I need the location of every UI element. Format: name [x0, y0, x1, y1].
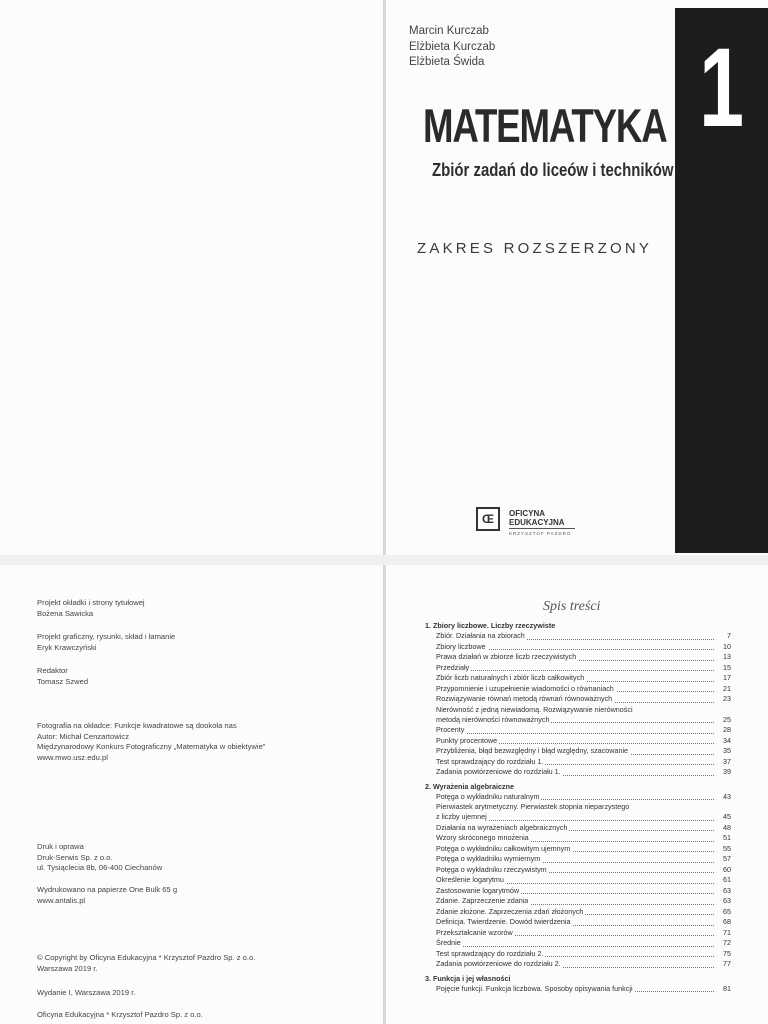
toc-entry — [425, 875, 731, 886]
imprint-line: Fotografia na okładce: Funkcje kwadratowe są dookoła nas — [37, 721, 237, 730]
toc-entry — [425, 984, 731, 995]
imprint-line: Wydrukowano na papierze One Bulk 65 g — [37, 885, 178, 894]
toc-entry-page: 10 — [716, 642, 731, 653]
imprint-edition — [37, 988, 135, 999]
toc-heading: Spis treści — [543, 599, 601, 614]
imprint-editor — [37, 666, 88, 687]
toc-entry-title: Średnie — [436, 938, 461, 947]
toc-entry-page: 63 — [716, 886, 731, 897]
toc-entry — [425, 757, 731, 768]
toc-section-title: 3. Funkcja i jej własności — [425, 973, 511, 983]
toc-section-title: 2. Wyrażenia algebraiczne — [425, 781, 514, 791]
toc-entry-title: z liczby ujemnej — [436, 812, 487, 821]
toc-entry-page: 13 — [716, 652, 731, 663]
toc-entry-title: Przedziały — [436, 662, 470, 672]
toc-entry — [425, 663, 731, 674]
toc-entry — [425, 907, 731, 918]
imprint-cover-design — [37, 598, 145, 619]
toc-entry-title: Zastosowanie logarytmów — [436, 885, 520, 895]
toc-entry — [425, 673, 731, 684]
toc-entry — [425, 812, 731, 823]
toc-entry-page: 34 — [716, 736, 731, 747]
toc-entry — [425, 823, 731, 834]
toc-entry-page: 65 — [716, 907, 731, 918]
toc-entry — [425, 802, 731, 812]
imprint-line: Bożena Sawicka — [37, 608, 94, 618]
toc-entry-page: 7 — [716, 631, 731, 642]
toc-entry-page: 23 — [716, 694, 731, 705]
imprint-line: Druk-Serwis Sp. z o.o. — [37, 852, 113, 862]
toc-entry-page: 43 — [716, 792, 731, 803]
toc-entry-page: 28 — [716, 725, 731, 736]
toc-entry-title: Test sprawdzający do rozdziału 1. — [436, 756, 544, 766]
toc-entry — [425, 642, 731, 653]
toc-entry-title: Potęga o wykładniku całkowitym ujemnym — [436, 843, 571, 853]
book-fold — [383, 0, 386, 555]
toc-entry — [425, 928, 731, 939]
toc-entry-title: Definicja. Twierdzenie. Dowód twierdzenia — [436, 917, 571, 926]
toc-entry-title: Punkty procentowe — [436, 735, 498, 745]
toc-entry — [425, 767, 731, 778]
toc-entry-page: 61 — [716, 875, 731, 886]
toc-entry-title: Zadania powtórzeniowe do rozdziału 2. — [436, 959, 561, 968]
imprint-copyright — [37, 953, 255, 974]
imprint-line: Wydanie I, Warszawa 2019 r. — [37, 988, 136, 997]
toc-entry-title: Zbiory liczbowe — [436, 641, 486, 651]
toc-entry — [425, 725, 731, 736]
toc-leader-dots — [436, 946, 714, 947]
toc-section-title: 1. Zbiory liczbowe. Liczby rzeczywiste — [425, 621, 556, 630]
toc-entry — [425, 854, 731, 865]
toc-entry-page: 21 — [716, 684, 731, 695]
toc-entry-title: Prawa działań w zbiorze liczb rzeczywistych — [436, 652, 577, 661]
toc-leader-dots — [436, 733, 714, 734]
toc-entry-page: 39 — [716, 767, 731, 778]
toc-entry-page: 25 — [716, 715, 731, 726]
imprint-line: Oficyna Edukacyjna * Krzysztof Pazdro Sp. z o.o. — [37, 1010, 203, 1019]
publisher-name-line1: OFICYNA — [509, 509, 545, 518]
toc-entry-page: 57 — [716, 854, 731, 865]
toc-entry-title: Potęga o wykładniku naturalnym — [436, 791, 540, 801]
toc-entry — [425, 631, 731, 642]
logo-divider — [509, 528, 575, 529]
imprint-photo — [37, 721, 265, 763]
toc-entry-title: Zbiór liczb naturalnych i zbiór liczb całkowitych — [436, 673, 585, 682]
toc-entry-page: 68 — [716, 917, 731, 928]
imprint-line: Tomasz Szwed — [37, 676, 89, 686]
toc-entry-title: Zbiór. Działania na zbiorach — [436, 631, 525, 640]
toc-entry — [425, 705, 731, 715]
toc-entry-title: Przekształcanie wzorów — [436, 927, 513, 937]
toc-entry — [425, 938, 731, 949]
toc-entry-title: Test sprawdzający do rozdziału 2. — [436, 948, 544, 958]
imprint-paper — [37, 885, 177, 906]
toc-entry-page: 72 — [716, 938, 731, 949]
toc-entry-page: 55 — [716, 844, 731, 855]
book-range: ZAKRES ROZSZERZONY — [417, 240, 653, 257]
toc-entry-title: Procenty — [436, 725, 465, 734]
toc-entry-title: Wzory skróconego mnożenia — [436, 833, 529, 842]
toc-entry — [425, 746, 731, 757]
imprint-line: Międzynarodowy Konkurs Fotograficzny „Matematyka w obiektywie” — [37, 742, 266, 752]
imprint-line: Eryk Krawczyński — [37, 642, 97, 652]
toc-entry-title: Zadania powtórzeniowe do rozdziału 1. — [436, 767, 561, 776]
toc-entry-page: 77 — [716, 959, 731, 970]
toc-entry-title: Potęga o wykładniku wymiernym — [436, 854, 541, 863]
toc-entry — [425, 694, 731, 705]
publisher-logo-mark: Œ — [476, 507, 500, 531]
toc-entry-title: Potęga o wykładniku rzeczywistym — [436, 864, 547, 874]
toc-entry — [425, 715, 731, 726]
toc-entry — [425, 833, 731, 844]
toc-entry-title: Przybliżenia, błąd bezwzględny i błąd względny, szacowanie — [436, 746, 629, 755]
toc-entry-page: 45 — [716, 812, 731, 823]
toc-entry-page: 37 — [716, 757, 731, 768]
toc-entry-title: Zdanie złożone. Zaprzeczenia zdań złożonych — [436, 906, 584, 916]
imprint-company — [37, 1010, 203, 1021]
book-fold — [383, 565, 386, 1024]
toc-entry-page: 35 — [716, 746, 731, 757]
toc-entry — [425, 865, 731, 876]
imprint-line: Druk i oprawa — [37, 842, 84, 851]
toc-entry-title: Działania na wyrażeniach algebraicznych — [436, 822, 568, 832]
toc-entry-title: Pierwiastek arytmetyczny. Pierwiastek stopnia nieparzystego — [436, 802, 630, 811]
toc-leader-dots — [436, 670, 714, 671]
toc-entry-page: 51 — [716, 833, 731, 844]
imprint-line: © Copyright by Oficyna Edukacyjna * Krzysztof Pazdro Sp. z o.o. — [37, 953, 256, 962]
imprint-line: Projekt graficzny, rysunki, skład i łamanie — [37, 632, 176, 641]
imprint-line: www.antalis.pl — [37, 895, 86, 905]
toc-entry-page: 75 — [716, 949, 731, 960]
imprint-graphics — [37, 632, 175, 653]
toc-entry-page: 60 — [716, 865, 731, 876]
author-name: Elżbieta Świda — [409, 56, 485, 68]
volume-number: 1 — [699, 25, 744, 150]
toc-entry — [425, 959, 731, 970]
imprint-line: ul. Tysiąclecia 8b, 06-400 Ciechanów — [37, 863, 163, 873]
toc-entry — [425, 886, 731, 897]
toc-entry-page: 17 — [716, 673, 731, 684]
author-name: Elżbieta Kurczab — [409, 40, 496, 53]
publisher-name-line3: KRZYSZTOF PAZDRO — [509, 531, 572, 536]
toc-entry-title: Zdanie. Zaprzeczenie zdania — [436, 896, 529, 905]
toc-entry — [425, 844, 731, 855]
toc-entry — [425, 949, 731, 960]
toc-entry-page: 71 — [716, 928, 731, 939]
toc-entry-title: Rozwiązywanie równań metodą równań równoważnych — [436, 694, 613, 703]
book-subtitle: Zbiór zadań do liceów i techników — [432, 160, 674, 180]
author-list — [409, 24, 495, 71]
toc-entry-title: Określenie logarytmu — [436, 875, 504, 884]
toc-entry — [425, 684, 731, 695]
toc-entry — [425, 792, 731, 803]
spread-gap — [0, 555, 768, 565]
author-name: Marcin Kurczab — [409, 25, 489, 37]
imprint-line: Projekt okładki i strony tytułowej — [37, 598, 145, 607]
toc-entry-title: Pojęcie funkcji. Funkcja liczbowa. Sposoby opisywania funkcji — [436, 983, 633, 993]
toc-entry-page: 81 — [716, 984, 731, 995]
table-of-contents — [425, 621, 731, 994]
imprint-line: Redaktor — [37, 666, 68, 675]
toc-entry — [425, 896, 731, 907]
imprint-print — [37, 842, 162, 874]
imprint-line: www.mwo.usz.edu.pl — [37, 752, 108, 762]
toc-entry-page: 15 — [716, 663, 731, 674]
book-title: MATEMATYKA — [423, 99, 667, 152]
publisher-name-line2: EDUKACYJNA — [509, 518, 565, 527]
toc-entry-page: 63 — [716, 896, 731, 907]
toc-entry — [425, 917, 731, 928]
imprint-line: Warszawa 2019 r. — [37, 963, 98, 973]
toc-entry — [425, 652, 731, 663]
toc-entry-title: Przypomnienie i uzupełnienie wiadomości o równaniach — [436, 683, 614, 693]
toc-entry-title: metodą nierówności równoważnych — [436, 714, 550, 724]
toc-entry-title: Nierówność z jedną niewiadomą. Rozwiązywanie nierówności — [436, 704, 633, 714]
imprint-line: Autor: Michał Cenzartowicz — [37, 731, 130, 741]
toc-entry-page: 48 — [716, 823, 731, 834]
toc-entry — [425, 736, 731, 747]
